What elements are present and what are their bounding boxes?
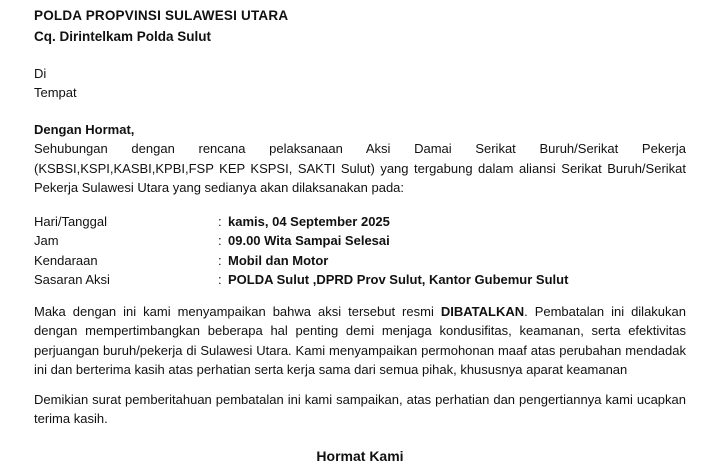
event-details-table <box>34 212 568 290</box>
address-line-1: Di <box>34 66 47 81</box>
detail-value: Mobil dan Motor <box>228 252 329 268</box>
intro-paragraph: Sehubungan dengan rencana pelaksanaan Aksi Damai Serikat Buruh/Serikat Pekerja (KSBSI,KSPI,KASBI,KPBI,FSP KEP KSPSI, SAKTI Sulut) yang tergabung dalam aliansi Serikat Buruh/Serikat Pekerja Sulawesi Utara yang sedianya akan dilaksanakan pada: <box>34 141 686 195</box>
signature-heading: Hormat Kami <box>316 447 404 464</box>
detail-separator: : <box>218 233 222 248</box>
spacer <box>34 46 686 64</box>
table-row <box>34 270 568 290</box>
table-row <box>34 251 568 271</box>
cancellation-text-after: . Pembatalan ini dilakukan dengan mempertimbangkan beberapa hal penting demi menjaga kondusifitas, keamanan, serta efektivitas perjuangan buruh/pekerja di Sulawesi Utara. Kami menyampaikan permohonan maaf atas perubahan mendadak ini dan berterima kasih atas perhatian serta kerja sama dari semua pihak, khususnya aparat keamanan <box>34 303 686 377</box>
recipient-attention: Cq. Dirintelkam Polda Sulut <box>34 29 212 44</box>
detail-separator: : <box>218 272 222 287</box>
detail-label: Hari/Tanggal <box>34 213 107 229</box>
event-details-body <box>34 212 568 290</box>
detail-separator: : <box>218 213 222 229</box>
cancellation-emphasis: DIBATALKAN <box>440 303 525 319</box>
closing-paragraph: Demikian surat pemberitahuan pembatalan ini kami sampaikan, atas perhatian dan pengertiannya kami ucapkan terima kasih. <box>34 391 686 426</box>
cancellation-text-before: Maka dengan ini kami menyampaikan bahwa aksi tersebut resmi <box>34 303 441 319</box>
detail-value: 09.00 Wita Sampai Selesai <box>228 233 390 248</box>
detail-value: POLDA Sulut ,DPRD Prov Sulut, Kantor Gubemur Sulut <box>228 272 569 287</box>
detail-label: Jam <box>34 233 59 248</box>
spacer <box>34 102 686 120</box>
detail-separator: : <box>218 252 222 268</box>
detail-label: Kendaraan <box>34 252 98 268</box>
recipient-institution: POLDA PROPVINSI SULAWESI UTARA <box>34 8 289 23</box>
spacer <box>34 290 686 302</box>
detail-label: Sasaran Aksi <box>34 272 110 287</box>
address-line-2: Tempat <box>34 85 77 100</box>
table-row <box>34 231 568 251</box>
salutation: Dengan Hormat, <box>34 122 135 137</box>
detail-value: kamis, 04 September 2025 <box>228 213 390 229</box>
table-row <box>34 212 568 232</box>
cancellation-paragraph <box>34 302 686 380</box>
letter-header <box>34 6 686 46</box>
spacer <box>34 380 686 390</box>
address-block <box>34 64 686 102</box>
